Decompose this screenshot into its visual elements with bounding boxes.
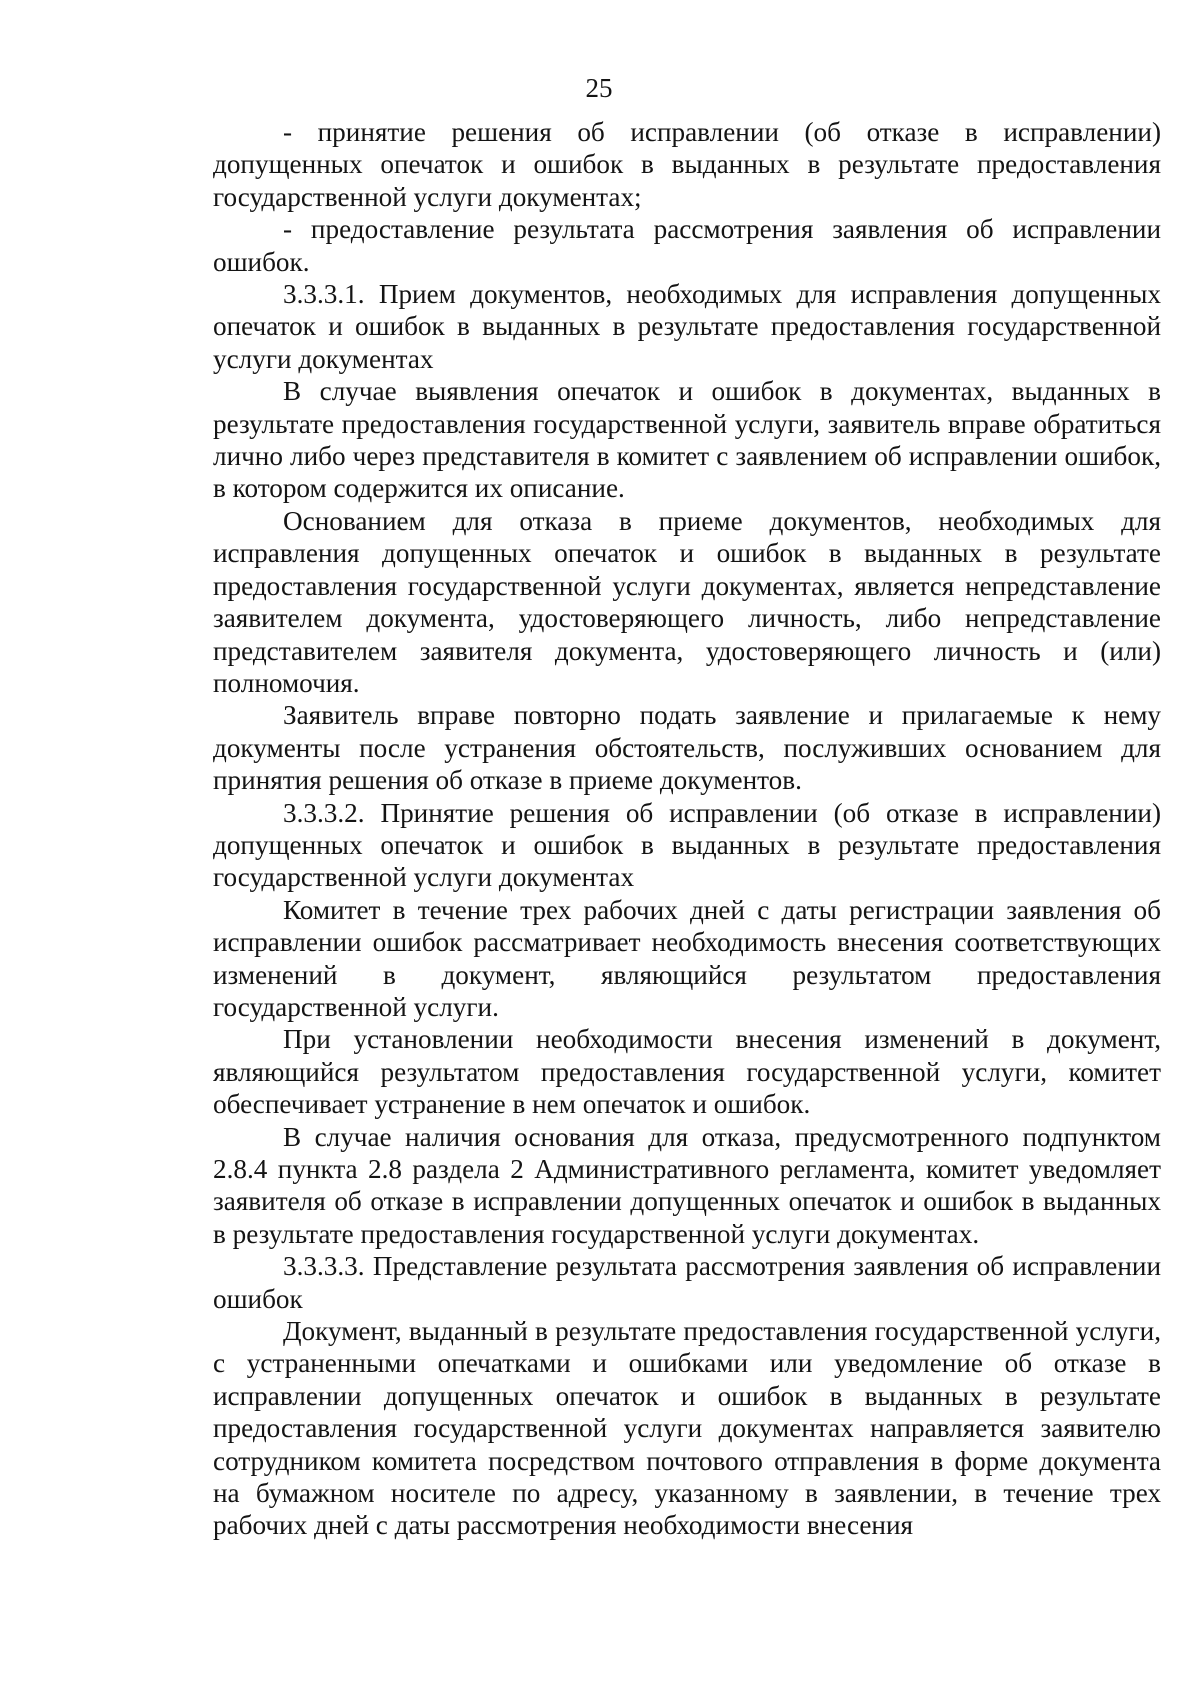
- paragraph-decision-item: - принятие решения об исправлении (об отказе в исправлении) допущенных опечаток и ошибок в выданных в результате предоставления государственной услуги документах;: [213, 117, 1161, 212]
- document-body: [213, 116, 1161, 1542]
- page-number: 25: [585, 73, 613, 103]
- section-3-3-3-3-heading: 3.3.3.3. Представление результата рассмотрения заявления об исправлении ошибок: [213, 1251, 1161, 1314]
- section-3-3-3-2-heading: 3.3.3.2. Принятие решения об исправлении (об отказе в исправлении) допущенных опечаток и ошибок в выданных в результате предоставления государственной услуги документах: [213, 797, 1161, 893]
- paragraph-result-item: - предоставление результата рассмотрения заявления об исправлении ошибок.: [213, 214, 1161, 277]
- paragraph-resubmission: Заявитель вправе повторно подать заявление и прилагаемые к нему документы после устранения обстоятельств, послуживших основанием для принятия решения об отказе в приеме документов.: [213, 700, 1161, 796]
- paragraph-error-detection: В случае выявления опечаток и ошибок в документах, выданных в результате предоставления государственной услуги, заявитель вправе обратиться лично либо через представителя в комитет с заявлением об исправлении ошибок, в котором содержится их описание.: [213, 376, 1161, 504]
- paragraph-refusal-notice: В случае наличия основания для отказа, предусмотренного подпунктом 2.8.4 пункта 2.8 раздела 2 Административного регламента, комитет уведомляет заявителя об отказе в исправлении допущенных опечаток и ошибок в выданных в результате предоставления государственной услуги документах.: [213, 1121, 1161, 1249]
- paragraph-committee-review: Комитет в течение трех рабочих дней с даты регистрации заявления об исправлении ошибок рассматривает необходимость внесения соответствующих изменений в документ, являющийся результатом предоставления государственной услуги.: [213, 894, 1161, 1022]
- paragraph-correction: При установлении необходимости внесения изменений в документ, являющийся результатом предоставления государственной услуги, комитет обеспечивает устранение в нем опечаток и ошибок.: [213, 1024, 1161, 1120]
- paragraph-refusal-grounds: Основанием для отказа в приеме документов, необходимых для исправления допущенных опечаток и ошибок в выданных в результате предоставления государственной услуги документах, является непредставление заявителем документа, удостоверяющего личность, либо непредставление представителем заявителя документа, удостоверяющего личность и (или) полномочия.: [213, 505, 1161, 698]
- section-3-3-3-1-heading: 3.3.3.1. Прием документов, необходимых для исправления допущенных опечаток и ошибок в выданных в результате предоставления государственной услуги документах: [213, 279, 1161, 374]
- paragraph-delivery: Документ, выданный в результате предоставления государственной услуги, с устраненными опечатками и ошибками или уведомление об отказе в исправлении допущенных опечаток и ошибок в выданных в результате предоставления государственной услуги документах направляется заявителю сотрудником комитета посредством почтового отправления в форме документа на бумажном носителе по адресу, указанному в заявлении, в течение трех рабочих дней с даты рассмотрения необходимости внесения: [213, 1316, 1161, 1541]
